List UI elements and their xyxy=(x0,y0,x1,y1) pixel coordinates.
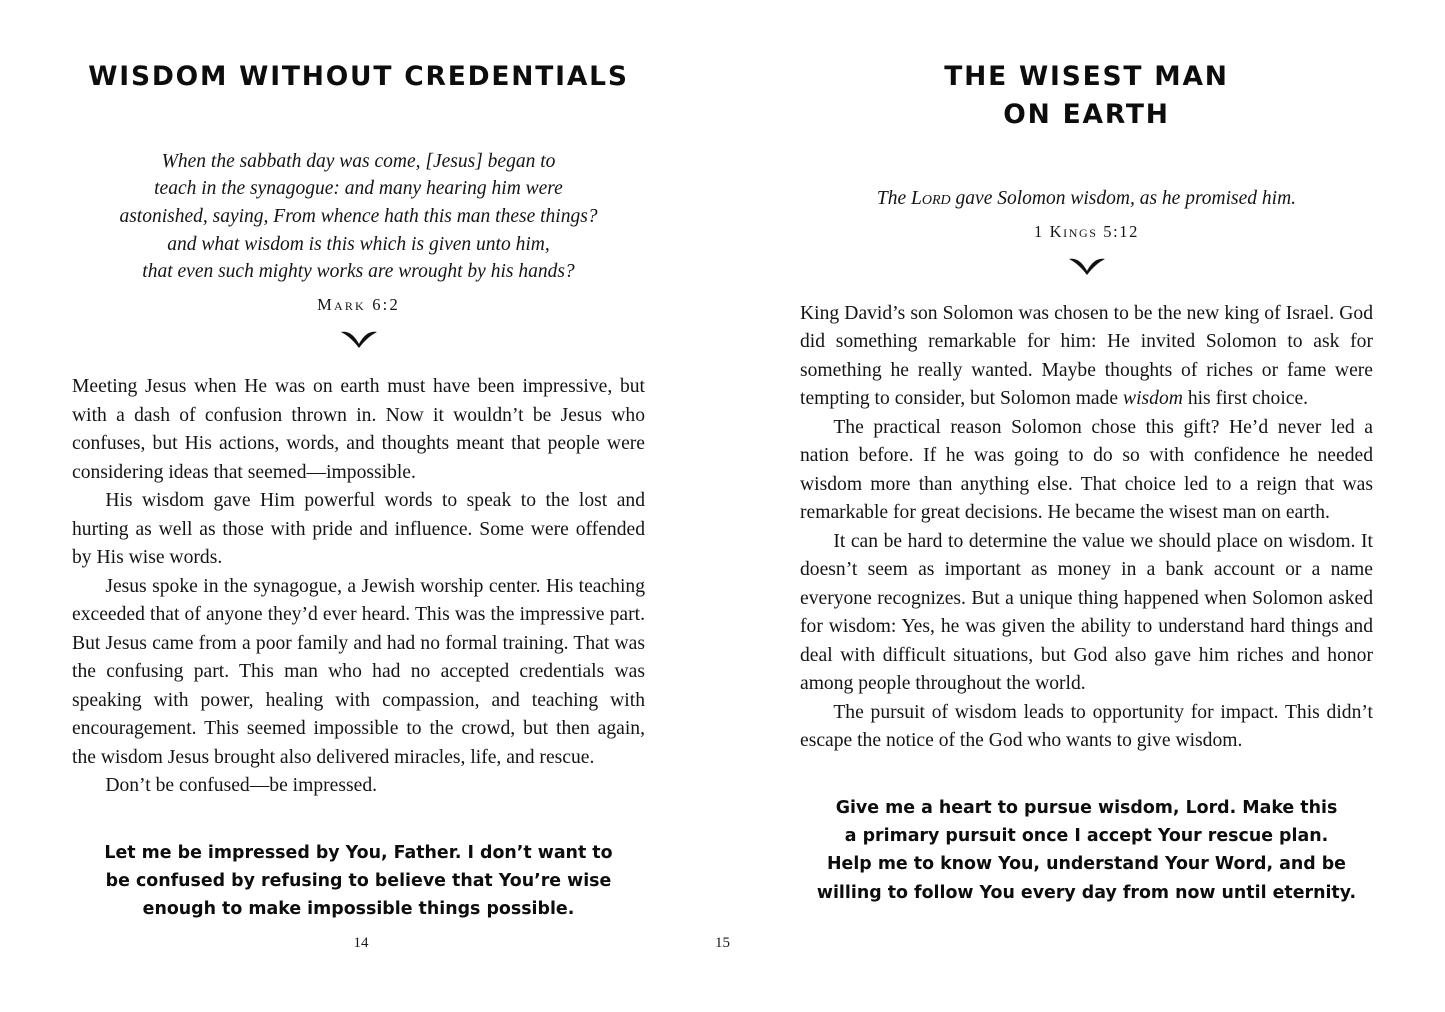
verse-line: astonished, saying, From whence hath this man these things? xyxy=(119,206,598,227)
prayer-line: be confused by refusing to believe that You’re wise xyxy=(105,870,612,891)
prayer-line: a primary pursuit once I accept Your rescue plan. xyxy=(844,826,1329,847)
paragraph: Jesus spoke in the synagogue, a Jewish worship center. His teaching exceeded that of anyone they’d ever heard. This was the impressive part. But Jesus came from a poor family and had no formal training. That was the confusing part. This man who had no accepted credentials was speaking with power, healing with compassion, and teaching with encouragement. This seemed impossible to the crowd, but then again, the wisdom Jesus brought also delivered miracles, life, and rescue. xyxy=(72,575,645,768)
body-text xyxy=(800,300,1373,756)
paragraph: The practical reason Solomon chose this gift? He’d never led a nation before. If he was going to do so with confidence he needed wisdom more than anything else. That choice led to a reign that was remarkable for great decisions. He became the wisest man on earth. xyxy=(800,416,1373,524)
paragraph: King David’s son Solomon was chosen to be the new king of Israel. God did something remarkable for him: He invited Solomon to ask for something he really wanted. Maybe thoughts of riches or fame were tempting to consider, but Solomon made wisdom his first choice. xyxy=(800,302,1373,410)
verse-line: that even such mighty works are wrought by his hands? xyxy=(142,261,575,283)
prayer-line: Help me to know You, understand Your Word, and be xyxy=(827,854,1346,875)
prayer-line: willing to follow You every day from now until eternity. xyxy=(816,882,1357,903)
right-page-content xyxy=(800,58,1373,907)
verse-line: and what wisdom is this which is given unto him, xyxy=(167,233,550,255)
paragraph: It can be hard to determine the value we should place on wisdom. It doesn’t seem as important as money in a bank account or a name everyone recognizes. But a unique thing happened when Solomon asked for wisdom: Yes, he was given the ability to understand hard things and deal with difficult situations, but God also gave him riches and honor among people throughout the world. xyxy=(800,530,1373,695)
prayer-block xyxy=(800,794,1373,907)
verse-line: teach in the synagogue: and many hearing him were xyxy=(154,178,563,200)
prayer-line: Let me be impressed by You, Father. I don’t want to xyxy=(104,842,613,863)
right-page xyxy=(715,0,1444,1012)
page-number: 15 xyxy=(715,935,730,951)
scripture-verse xyxy=(800,185,1373,213)
paragraph: Meeting Jesus when He was on earth must have been impressive, but with a dash of confusion thrown in. Now it wouldn’t be Jesus who confuses, but His actions, words, and thoughts meant that people were considering ideas that seemed—impossible. xyxy=(72,376,645,483)
down-chevron-ornament xyxy=(800,256,1373,280)
paragraph: Don’t be confused—be impressed. xyxy=(105,775,378,797)
page-number: 14 xyxy=(353,935,369,951)
paragraph: The pursuit of wisdom leads to opportunity for impact. This didn’t escape the notice of the God who wants to give wisdom. xyxy=(800,701,1373,752)
verse-reference: 1 Kings 5:12 xyxy=(1034,221,1139,241)
page-title: THE WISEST MAN ON EARTH xyxy=(944,61,1229,130)
prayer-line: enough to make impossible things possible. xyxy=(142,898,575,919)
page-title: WISDOM WITHOUT CREDENTIALS xyxy=(88,61,629,92)
prayer-line: Give me a heart to pursue wisdom, Lord. Make this xyxy=(835,797,1338,818)
paragraph: His wisdom gave Him powerful words to speak to the lost and hurting as well as those with pride and influence. Some were offended by His wise words. xyxy=(72,490,645,569)
verse-reference: Mark 6:2 xyxy=(317,295,400,315)
verse-line: The Lord gave Solomon wisdom, as he promised him. xyxy=(876,188,1297,210)
verse-line: When the sabbath day was come, [Jesus] began to xyxy=(161,150,556,172)
